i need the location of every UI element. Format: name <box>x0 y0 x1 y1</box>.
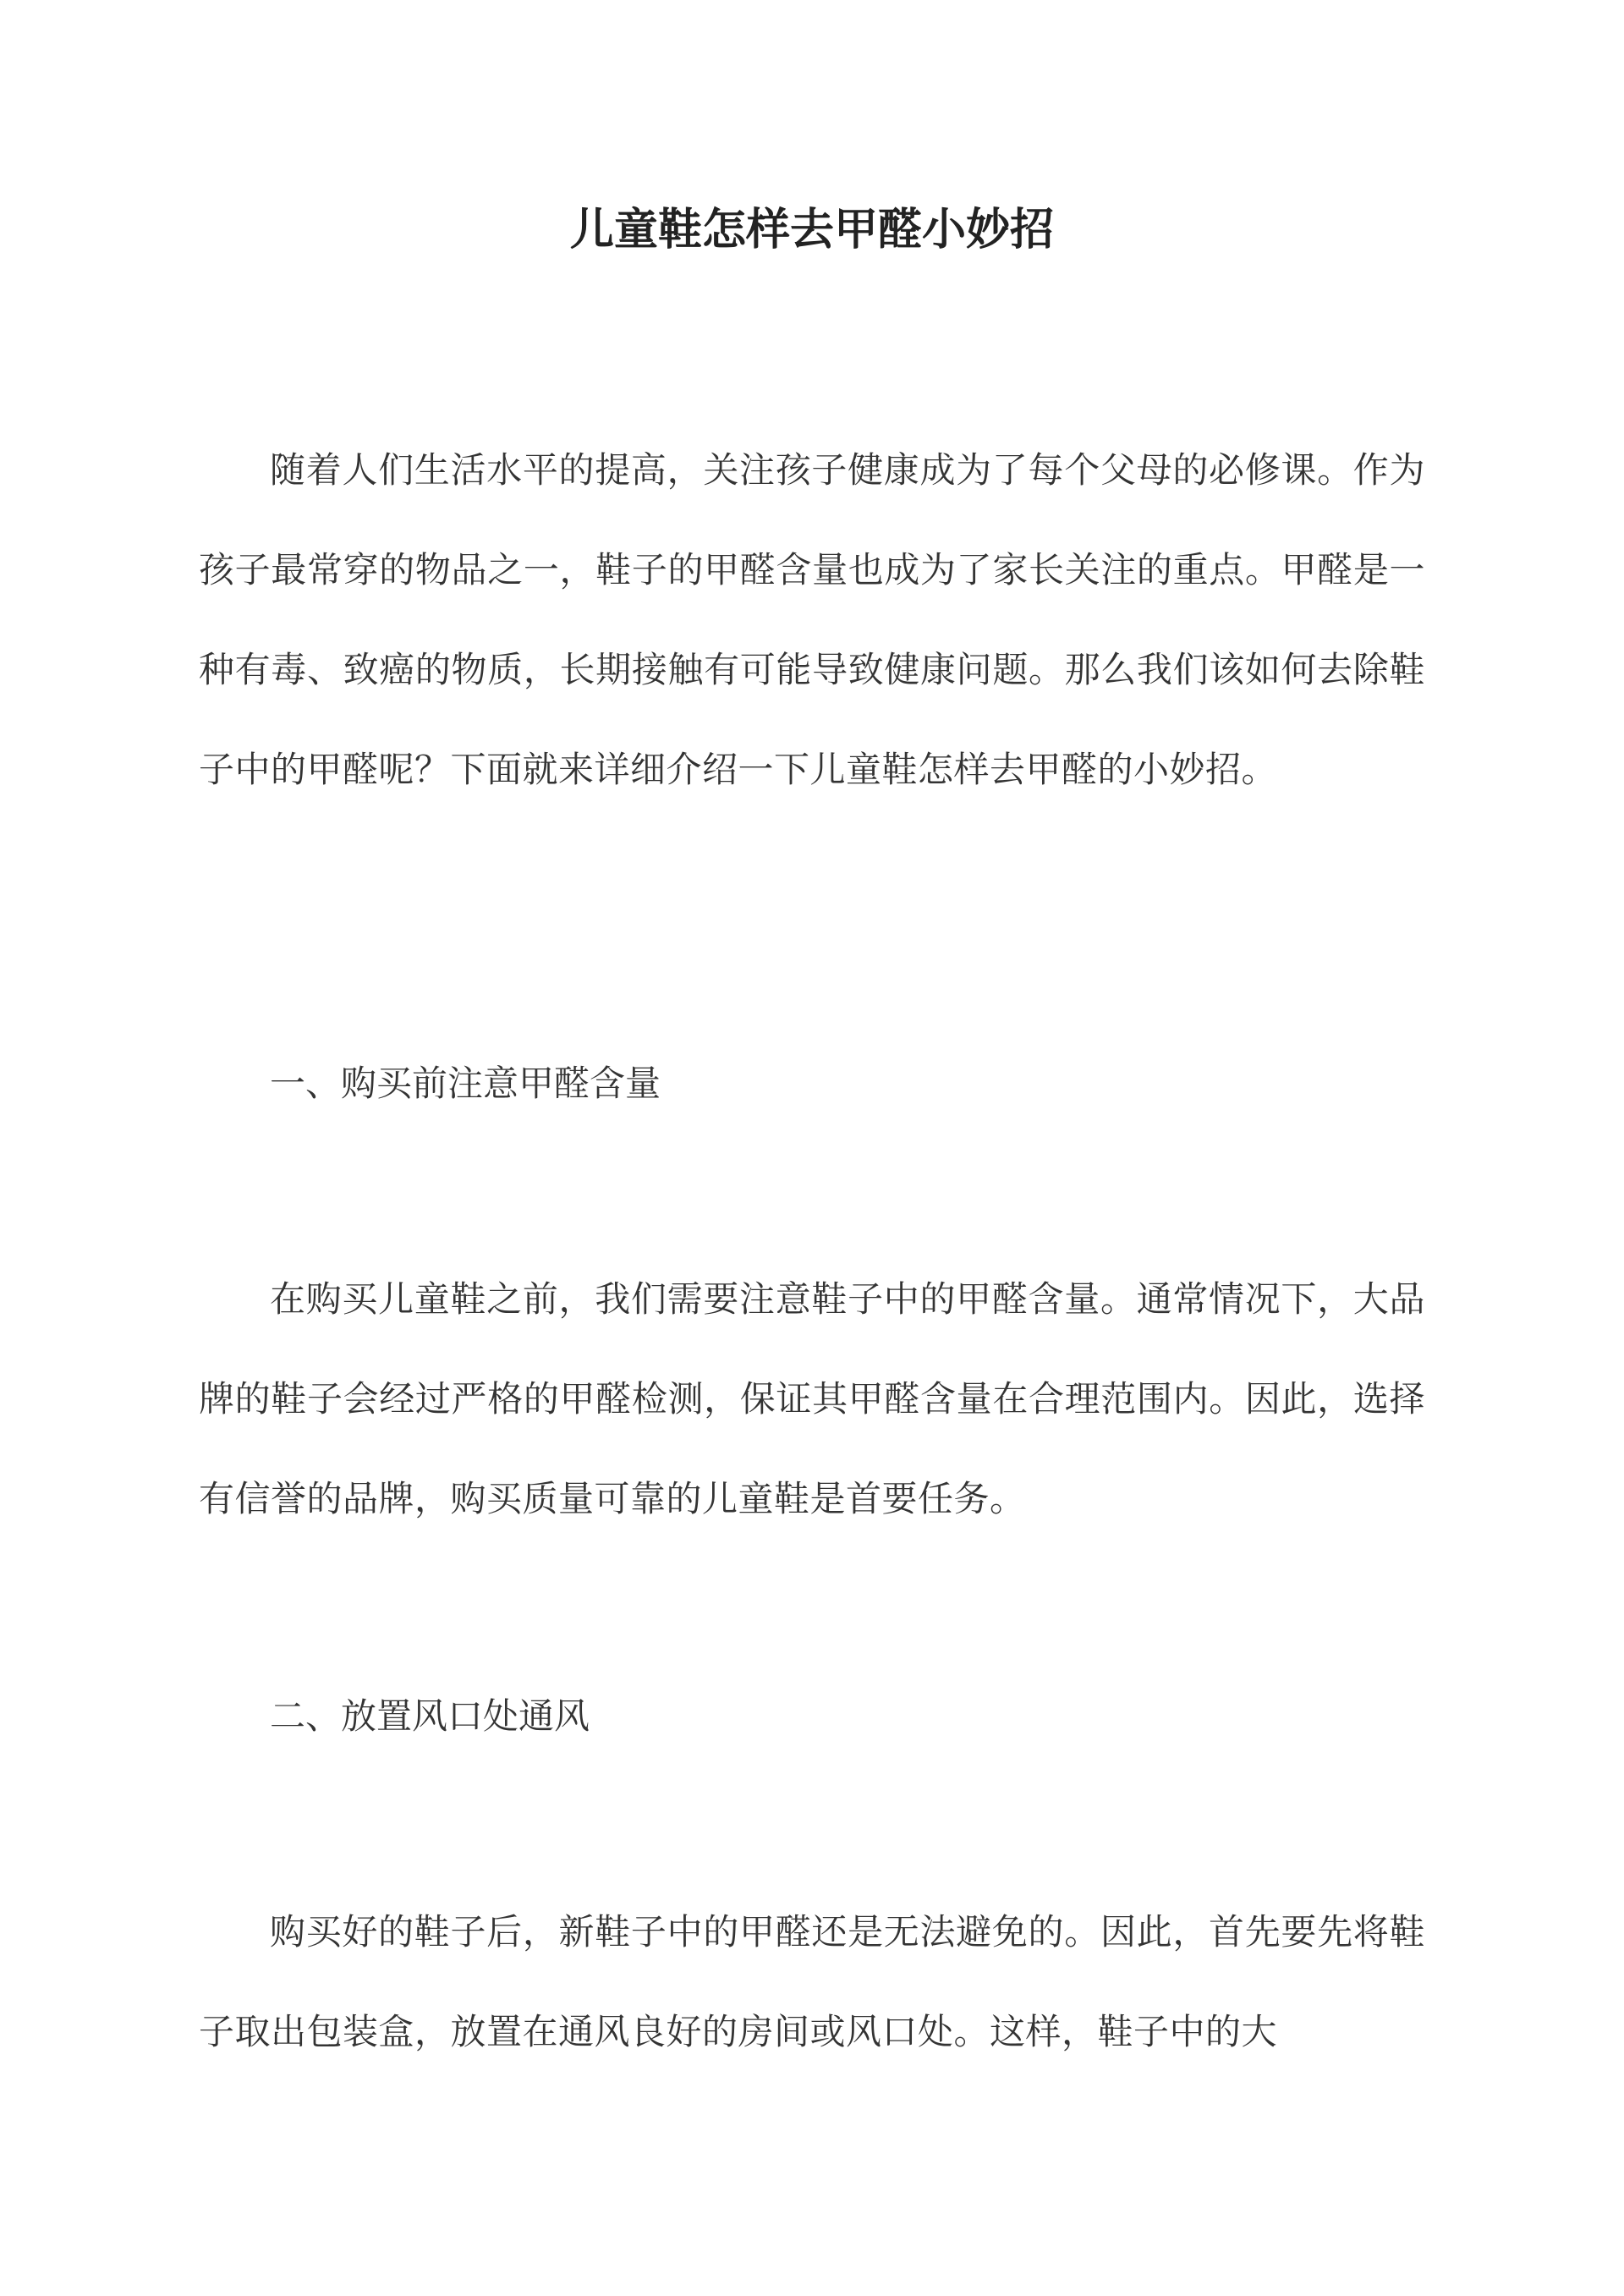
document-title: 儿童鞋怎样去甲醛小妙招 <box>569 204 1054 255</box>
intro-paragraph: 随着人们生活水平的提高，关注孩子健康成为了每个父母的必修课。作为孩子最常穿的物品之一，鞋子的甲醛含量也成为了家长关注的重点。甲醛是一种有毒、致癌的物质，长期接触有可能导致健康问题。那么我们该如何去除鞋子中的甲醛呢？下面就来详细介绍一下儿童鞋怎样去甲醛的小妙招。 <box>199 449 1425 790</box>
section-body-2: 购买好的鞋子后，新鞋子中的甲醛还是无法避免的。因此，首先要先将鞋子取出包装盒，放置在通风良好的房间或风口处。这样，鞋子中的大 <box>199 1911 1425 2052</box>
section-heading-2: 二、放置风口处通风 <box>270 1695 590 1737</box>
section-body-1: 在购买儿童鞋之前，我们需要注意鞋子中的甲醛含量。通常情况下，大品牌的鞋子会经过严格的甲醛检测，保证其甲醛含量在合理范围内。因此，选择有信誉的品牌，购买质量可靠的儿童鞋是首要任务。 <box>199 1278 1425 1519</box>
section-heading-1: 一、购买前注意甲醛含量 <box>270 1063 661 1104</box>
